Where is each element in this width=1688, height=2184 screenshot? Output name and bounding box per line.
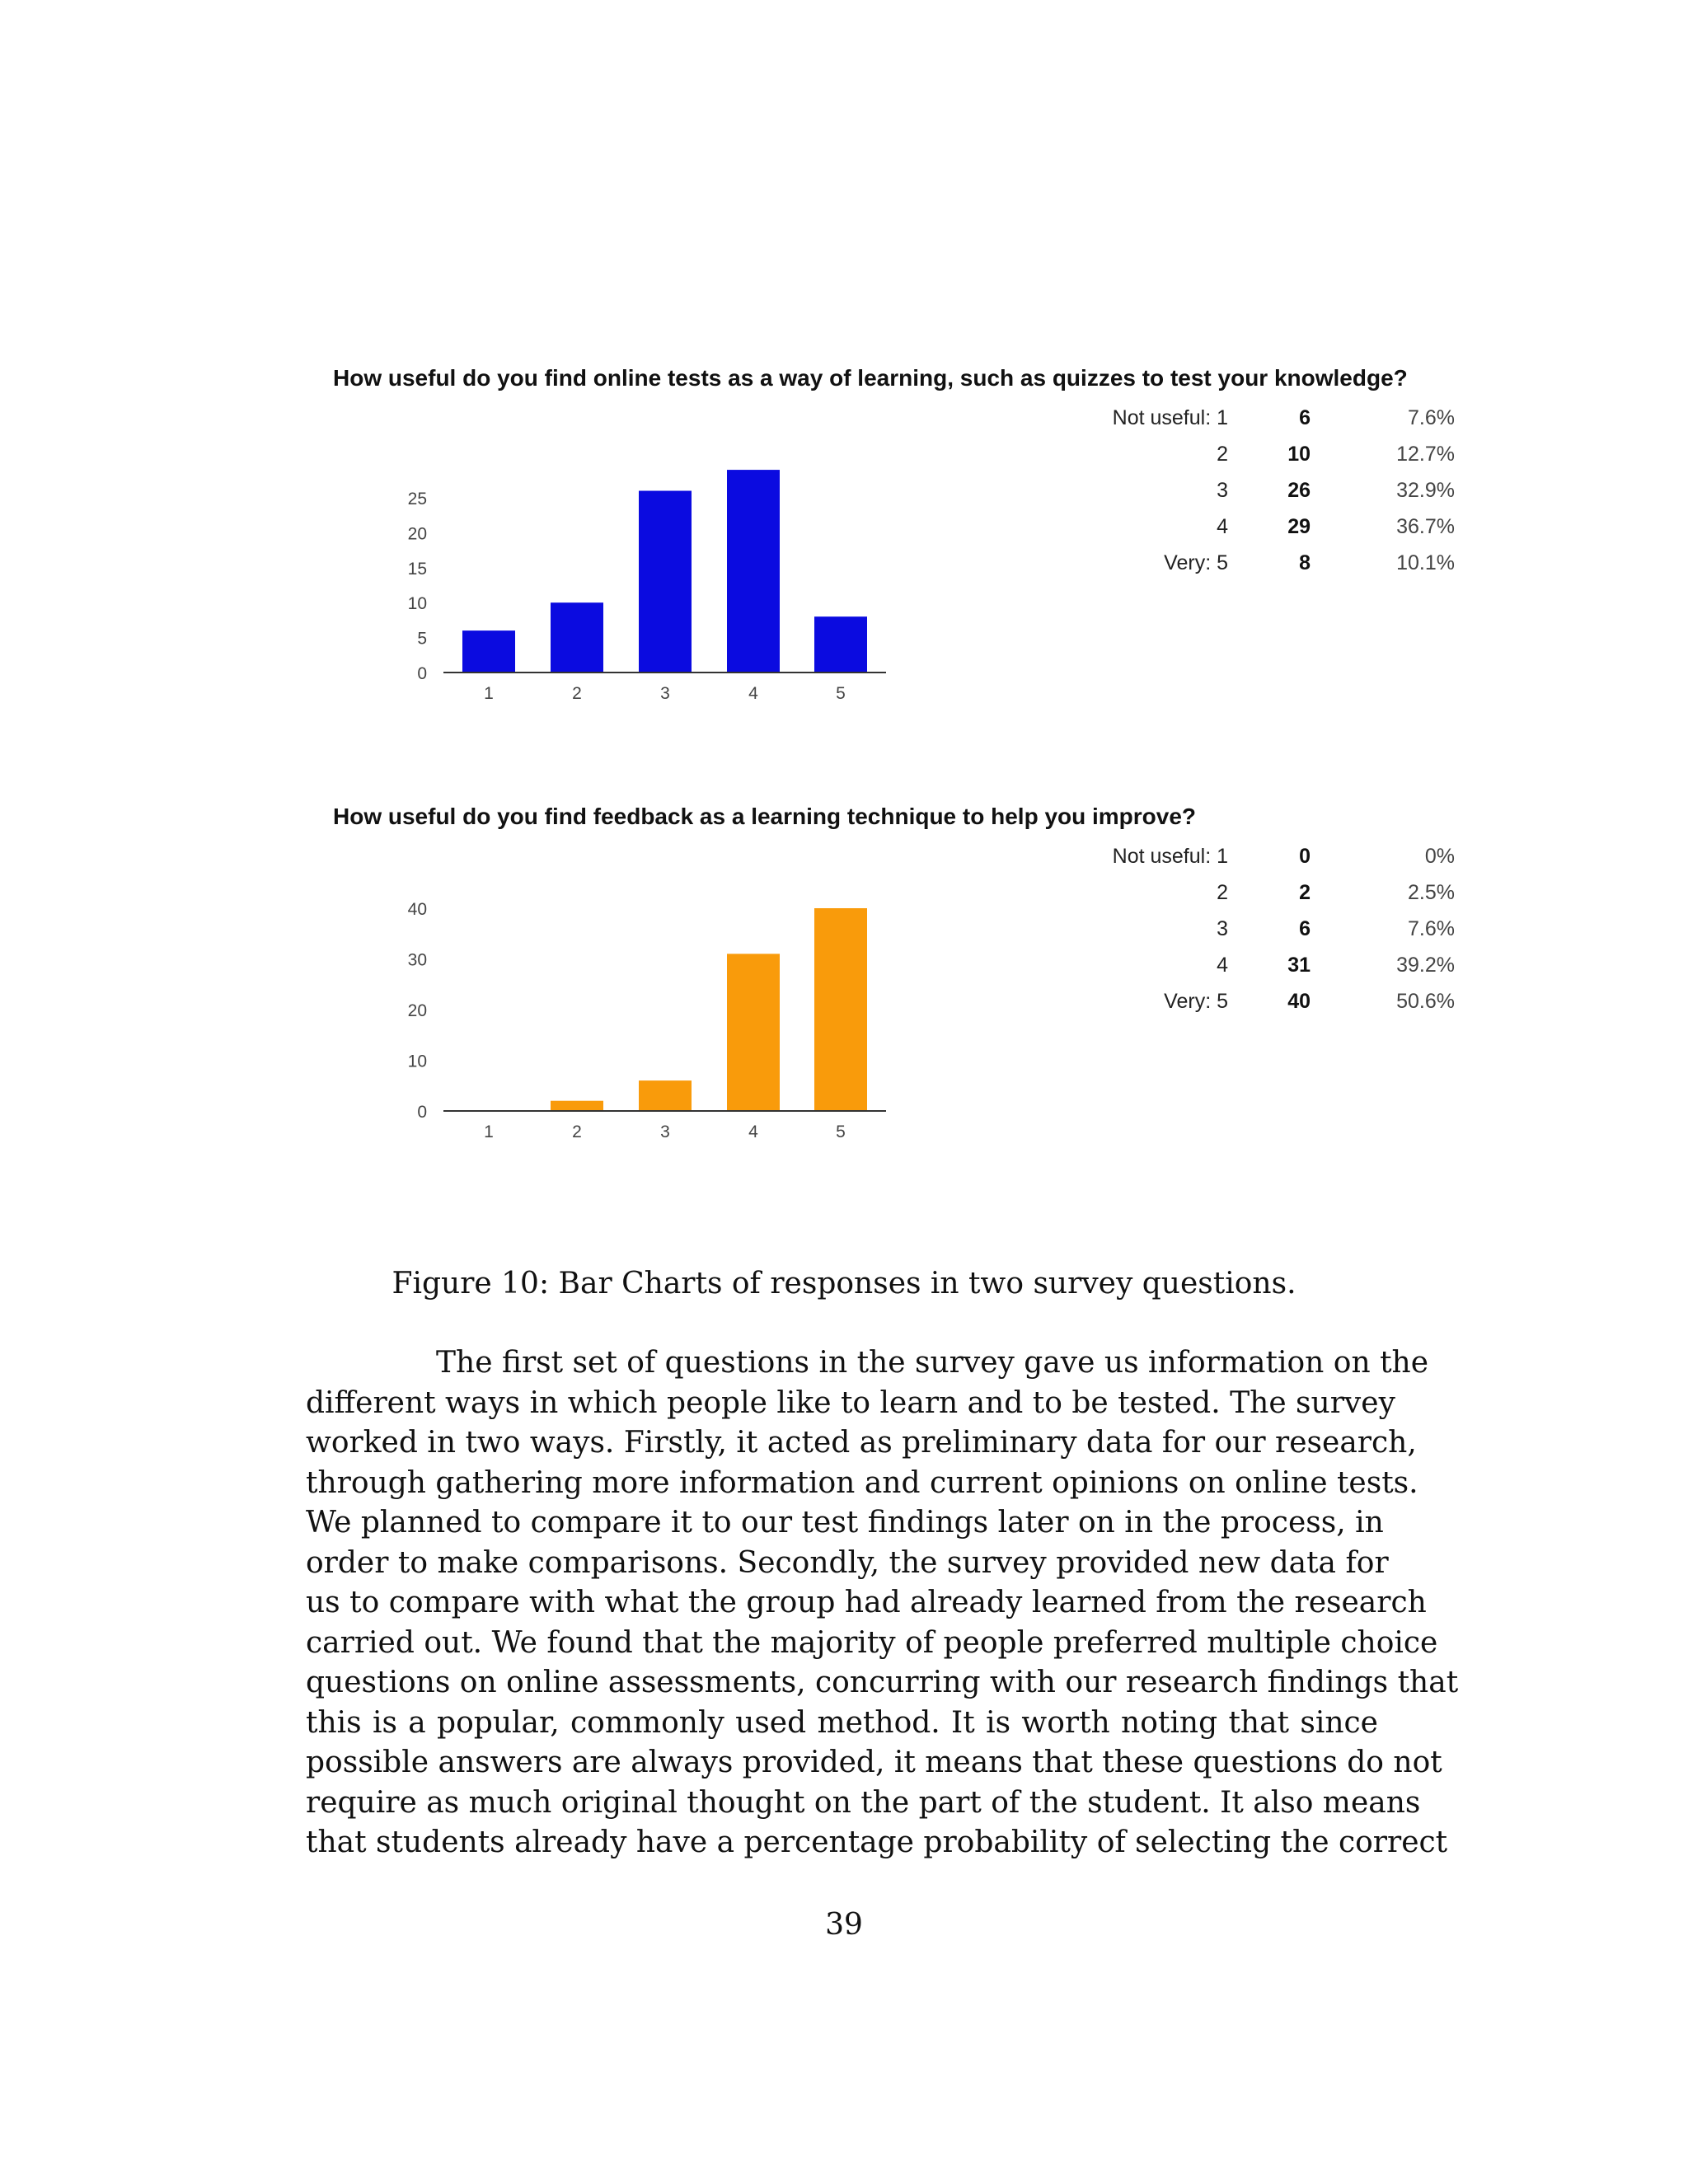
- x-tick-label: 1: [484, 1122, 494, 1141]
- text-line: questions on online assessments, concurring with our research findings that: [306, 1666, 1459, 1699]
- text-line: through gathering more information and current opinions on online tests.: [306, 1465, 1418, 1500]
- summary-count: 10: [1287, 443, 1311, 466]
- summary-label: 3: [1217, 479, 1228, 502]
- summary-count: 6: [1299, 406, 1311, 429]
- summary-label: Very: 5: [1164, 990, 1228, 1013]
- text-line: this is a popular, commonly used method. It is worth noting that since: [306, 1705, 1378, 1740]
- text-line: We planned to compare it to our test findings later on in the process, in: [306, 1506, 1384, 1540]
- summary-label: 3: [1217, 917, 1228, 940]
- x-tick-label: 5: [836, 1122, 846, 1141]
- body-paragraph: [306, 1343, 1459, 1863]
- text-line: The first set of questions in the survey gave us information on the: [436, 1346, 1429, 1380]
- y-tick-label: 40: [407, 900, 427, 919]
- text-line: worked in two ways. Firstly, it acted as preliminary data for our research,: [306, 1426, 1417, 1460]
- x-tick-label: 1: [484, 684, 494, 703]
- text-line: different ways in which people like to learn and to be tested. The survey: [306, 1385, 1395, 1420]
- text-line: us to compare with what the group had already learned from the research: [306, 1586, 1427, 1619]
- y-tick-label: 25: [407, 490, 427, 509]
- x-tick-label: 2: [572, 684, 582, 703]
- summary-percent: 39.2%: [1396, 954, 1455, 977]
- summary-count: 26: [1287, 479, 1311, 502]
- bar-4: [727, 954, 780, 1111]
- y-tick-label: 0: [417, 664, 427, 683]
- text-line: carried out. We found that the majority of people preferred multiple choice: [306, 1625, 1438, 1660]
- summary-label: Not useful: 1: [1112, 845, 1228, 868]
- summary-label: 4: [1217, 515, 1228, 538]
- summary-percent: 0%: [1424, 845, 1455, 868]
- x-tick-label: 4: [748, 1122, 758, 1141]
- summary-percent: 50.6%: [1396, 990, 1455, 1013]
- x-tick-label: 3: [660, 1122, 670, 1141]
- text-line: order to make comparisons. Secondly, the survey provided new data for: [306, 1545, 1389, 1580]
- text-line: that students already have a percentage probability of selecting the correct: [306, 1825, 1448, 1859]
- bar-5: [814, 908, 867, 1111]
- summary-percent: 12.7%: [1396, 443, 1455, 466]
- summary-count: 8: [1299, 551, 1311, 574]
- x-tick-label: 2: [572, 1122, 582, 1141]
- summary-percent: 7.6%: [1408, 917, 1455, 940]
- summary-count: 6: [1299, 917, 1311, 940]
- y-tick-label: 5: [417, 629, 427, 649]
- text-line: possible answers are always provided, it means that these questions do not: [306, 1746, 1442, 1779]
- chart-title: How useful do you find feedback as a learning technique to help you improve?: [333, 804, 1197, 829]
- summary-count: 29: [1287, 515, 1311, 538]
- summary-percent: 2.5%: [1408, 881, 1455, 904]
- y-tick-label: 0: [417, 1103, 427, 1122]
- y-tick-label: 30: [407, 950, 427, 970]
- summary-percent: 10.1%: [1396, 551, 1455, 574]
- y-tick-label: 15: [407, 559, 427, 579]
- summary-label: 2: [1217, 881, 1228, 904]
- y-tick-label: 10: [407, 1052, 427, 1071]
- summary-label: Very: 5: [1164, 551, 1228, 574]
- bar-3: [639, 1080, 692, 1111]
- summary-percent: 36.7%: [1396, 515, 1455, 538]
- summary-percent: 32.9%: [1396, 479, 1455, 502]
- figure-caption: Figure 10: Bar Charts of responses in two survey questions.: [392, 1267, 1296, 1301]
- bar-2: [551, 1101, 603, 1111]
- x-tick-label: 5: [836, 684, 846, 703]
- y-tick-label: 20: [407, 524, 427, 544]
- summary-count: 2: [1299, 881, 1311, 904]
- x-tick-label: 3: [660, 684, 670, 703]
- summary-label: 2: [1217, 443, 1228, 466]
- y-tick-label: 10: [407, 594, 427, 614]
- summary-label: 4: [1217, 954, 1228, 977]
- page-number: 39: [825, 1908, 863, 1942]
- y-tick-label: 20: [407, 1001, 427, 1020]
- chart-title: How useful do you find online tests as a way of learning, such as quizzes to test your knowledge?: [333, 365, 1408, 391]
- summary-percent: 7.6%: [1408, 406, 1455, 429]
- x-tick-label: 4: [748, 684, 758, 703]
- summary-count: 40: [1287, 990, 1311, 1013]
- summary-label: Not useful: 1: [1112, 406, 1228, 429]
- summary-count: 0: [1299, 845, 1311, 868]
- summary-count: 31: [1287, 954, 1311, 977]
- text-line: require as much original thought on the part of the student. It also means: [306, 1785, 1421, 1820]
